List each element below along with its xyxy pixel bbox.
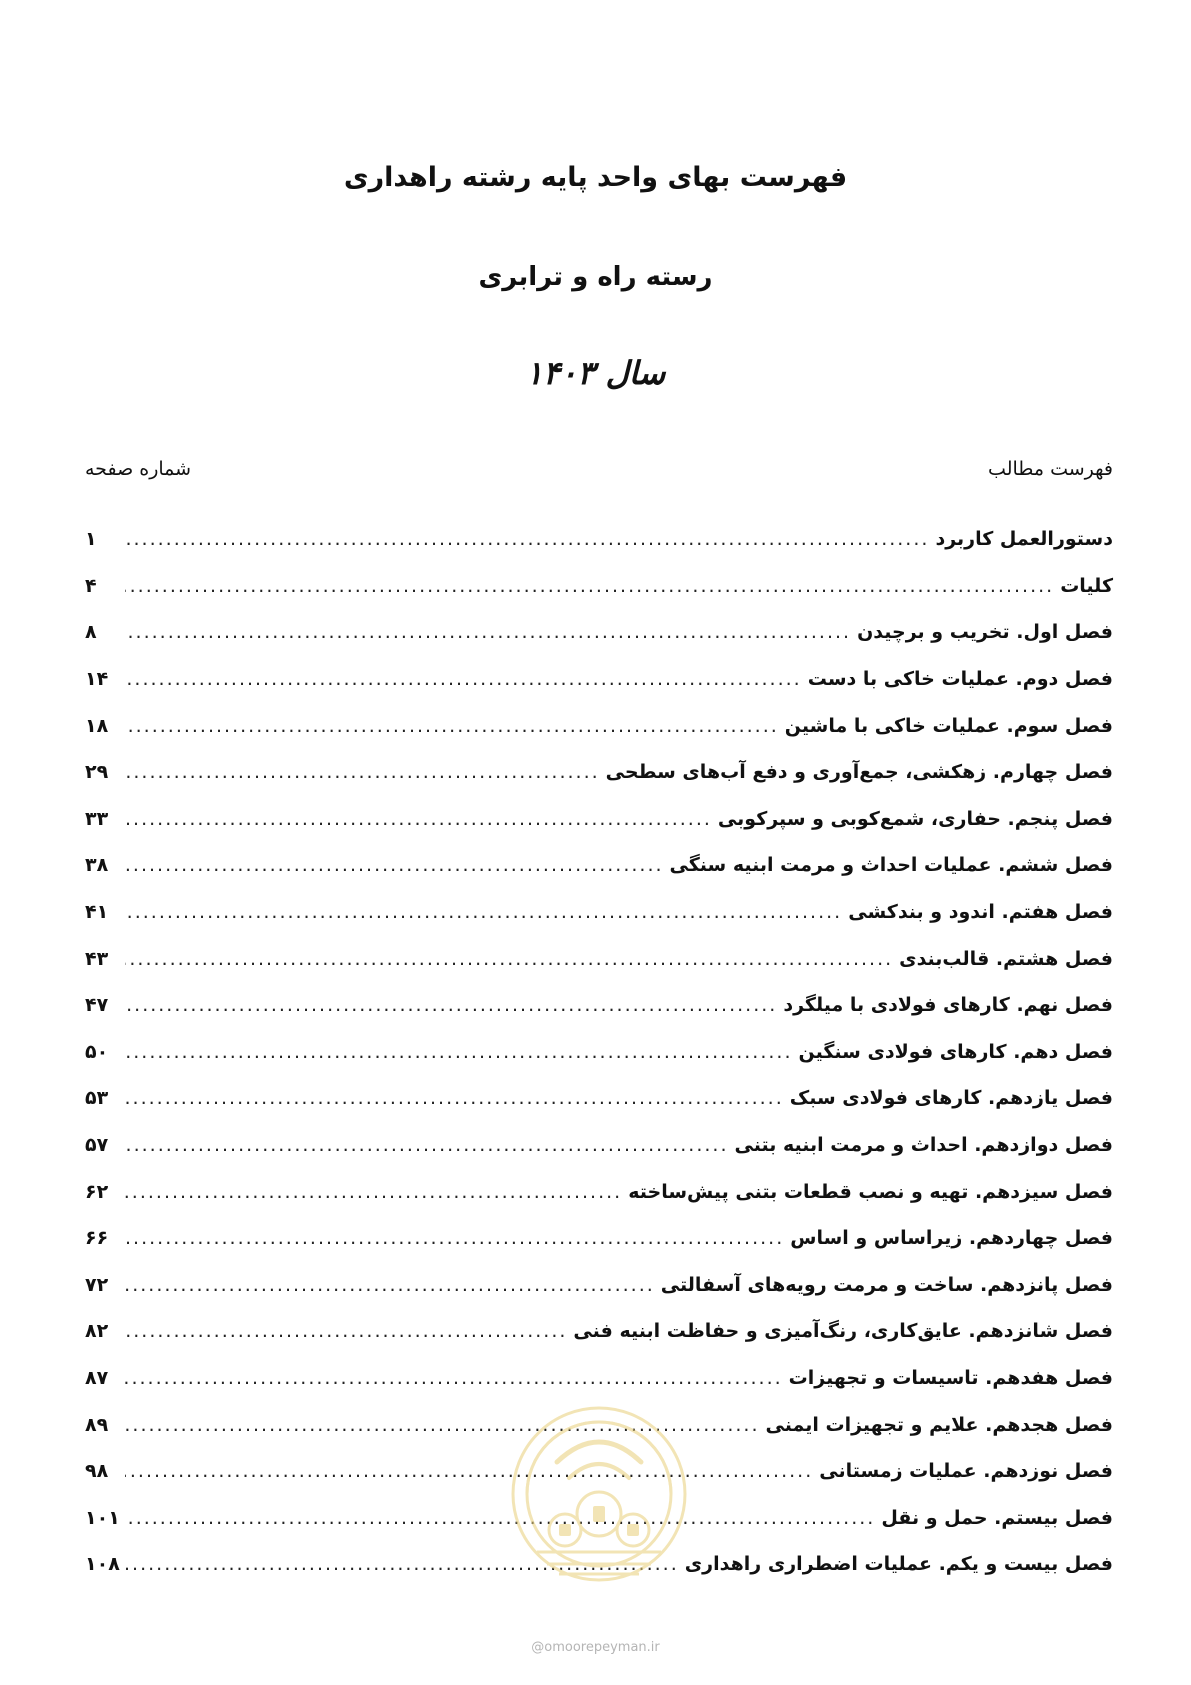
toc-dot-leader bbox=[125, 575, 1054, 597]
toc-dot-leader bbox=[126, 1507, 876, 1529]
toc-entry bbox=[85, 1355, 1113, 1402]
toc-entry bbox=[85, 796, 1113, 843]
toc-entry-page: ۴۳ bbox=[85, 947, 109, 970]
toc-entry-title: فصل شانزدهم. عایق‌کاری، رنگ‌آمیزی و حفاظت ابنیه فنی bbox=[573, 1320, 1113, 1343]
toc-entry-page: ۱۴ bbox=[85, 668, 109, 691]
toc-entry bbox=[85, 935, 1113, 982]
toc-entry-page: ۱۰۸ bbox=[85, 1553, 120, 1576]
toc-entry-title: فصل چهاردهم. زیراساس و اساس bbox=[790, 1227, 1113, 1250]
toc-entry-page: ۴ bbox=[85, 574, 97, 597]
toc-entry-title: فصل اول. تخریب و برچیدن bbox=[857, 621, 1113, 644]
toc-dot-leader bbox=[125, 761, 600, 783]
toc-dot-leader bbox=[125, 1460, 813, 1482]
document-subtitle: رسته راه و ترابری bbox=[478, 262, 713, 292]
toc-entry-page: ۱۸ bbox=[85, 714, 109, 737]
toc-entry-title: دستورالعمل کاربرد bbox=[935, 528, 1113, 551]
toc-dot-leader bbox=[125, 994, 777, 1016]
toc-entry bbox=[85, 609, 1113, 656]
toc-entry-title: فصل هفتم. اندود و بندکشی bbox=[848, 901, 1113, 924]
toc-entry bbox=[85, 1122, 1113, 1169]
toc-dot-leader bbox=[125, 1320, 567, 1342]
toc-entry-title: فصل هشتم. قالب‌بندی bbox=[899, 947, 1113, 970]
toc-entry-page: ۸۹ bbox=[85, 1413, 109, 1436]
toc-dot-leader bbox=[125, 1181, 622, 1203]
toc-dot-leader bbox=[125, 1134, 729, 1156]
toc-heading: فهرست مطالب bbox=[988, 458, 1113, 480]
toc-dot-leader bbox=[125, 1274, 655, 1296]
toc-entry-title: فصل ششم. عملیات احداث و مرمت ابنیه سنگی bbox=[669, 854, 1113, 877]
toc-entry-title: فصل پانزدهم. ساخت و مرمت رویه‌های آسفالتی bbox=[660, 1273, 1113, 1296]
toc-entry-page: ۴۱ bbox=[85, 901, 109, 924]
toc-dot-leader bbox=[125, 621, 851, 643]
toc-entry-title: فصل دهم. کارهای فولادی سنگین bbox=[798, 1040, 1113, 1063]
toc-entry-title: فصل دوم. عملیات خاکی با دست bbox=[807, 668, 1113, 691]
toc-entry-page: ۶۲ bbox=[85, 1180, 109, 1203]
toc-entry bbox=[85, 1168, 1113, 1215]
watermark-seal-icon bbox=[507, 1402, 691, 1586]
toc-entry-page: ۱ bbox=[85, 528, 97, 551]
toc-entry-title: فصل نوزدهم. عملیات زمستانی bbox=[819, 1460, 1113, 1483]
toc-entry bbox=[85, 1029, 1113, 1076]
toc-entry bbox=[85, 1075, 1113, 1122]
toc-entry-page: ۴۷ bbox=[85, 994, 109, 1017]
toc-entry bbox=[85, 1308, 1113, 1355]
toc-entry-title: فصل دوازدهم. احداث و مرمت ابنیه بتنی bbox=[734, 1134, 1113, 1157]
toc-entry-page: ۵۷ bbox=[85, 1134, 109, 1157]
toc-entry-title: فصل نهم. کارهای فولادی با میلگرد bbox=[783, 994, 1113, 1017]
toc-entry bbox=[85, 702, 1113, 749]
toc-entry-page: ۵۰ bbox=[85, 1040, 109, 1063]
toc-entry-page: ۲۹ bbox=[85, 761, 109, 784]
toc-dot-leader bbox=[125, 1087, 784, 1109]
toc-entry-page: ۳۳ bbox=[85, 807, 109, 830]
toc-dot-leader bbox=[125, 901, 842, 923]
toc-entry-title: فصل سیزدهم. تهیه و نصب قطعات بتنی پیش‌ساخته bbox=[628, 1180, 1113, 1203]
watermark-url: @omoorepeyman.ir bbox=[531, 1640, 660, 1655]
toc-entry-page: ۵۳ bbox=[85, 1087, 109, 1110]
toc-entry-page: ۶۶ bbox=[85, 1227, 109, 1250]
toc-entry bbox=[85, 749, 1113, 796]
document-year: سال ۱۴۰۳ bbox=[525, 354, 666, 392]
toc-dot-leader bbox=[125, 808, 712, 830]
toc-entry-title: فصل هفدهم. تاسیسات و تجهیزات bbox=[788, 1366, 1113, 1389]
toc-entry-title: فصل سوم. عملیات خاکی با ماشین bbox=[784, 714, 1113, 737]
toc-dot-leader bbox=[125, 1041, 793, 1063]
toc-entry bbox=[85, 982, 1113, 1029]
toc-entry bbox=[85, 516, 1113, 563]
toc-entry-page: ۳۸ bbox=[85, 854, 109, 877]
toc-entry-title: فصل بیست و یکم. عملیات اضطراری راهداری bbox=[684, 1553, 1113, 1576]
toc-entry bbox=[85, 842, 1113, 889]
toc-entry bbox=[85, 889, 1113, 936]
toc-entry-page: ۸۲ bbox=[85, 1320, 109, 1343]
toc-entry-page: ۹۸ bbox=[85, 1460, 109, 1483]
toc-entry-page: ۸۷ bbox=[85, 1366, 109, 1389]
toc-dot-leader bbox=[125, 1227, 784, 1249]
toc-entry bbox=[85, 563, 1113, 610]
toc-entry-page: ۷۲ bbox=[85, 1273, 109, 1296]
toc-dot-leader bbox=[125, 528, 929, 550]
page-number-heading: شماره صفحه bbox=[85, 458, 192, 480]
toc-entry-title: فصل پنجم. حفاری، شمع‌کوبی و سپرکوبی bbox=[717, 807, 1113, 830]
toc-entry-title: فصل چهارم. زهکشی، جمع‌آوری و دفع آب‌های سطحی bbox=[605, 761, 1113, 784]
toc-dot-leader bbox=[125, 715, 779, 737]
toc-entry bbox=[85, 1262, 1113, 1309]
toc-dot-leader bbox=[125, 948, 893, 970]
document-title: فهرست بهای واحد پایه رشته راهداری bbox=[343, 162, 848, 193]
toc-entry-title: فصل بیستم. حمل و نقل bbox=[881, 1506, 1113, 1529]
toc-dot-leader bbox=[125, 1367, 783, 1389]
toc-entry-page: ۱۰۱ bbox=[85, 1506, 120, 1529]
toc-entry bbox=[85, 1215, 1113, 1262]
toc-entry bbox=[85, 656, 1113, 703]
toc-entry-title: فصل هجدهم. علایم و تجهیزات ایمنی bbox=[765, 1413, 1113, 1436]
toc-dot-leader bbox=[125, 668, 802, 690]
toc-dot-leader bbox=[125, 854, 664, 876]
toc-entry-page: ۸ bbox=[85, 621, 97, 644]
toc-entry-title: کلیات bbox=[1060, 574, 1113, 597]
toc-entry-title: فصل یازدهم. کارهای فولادی سبک bbox=[789, 1087, 1113, 1110]
